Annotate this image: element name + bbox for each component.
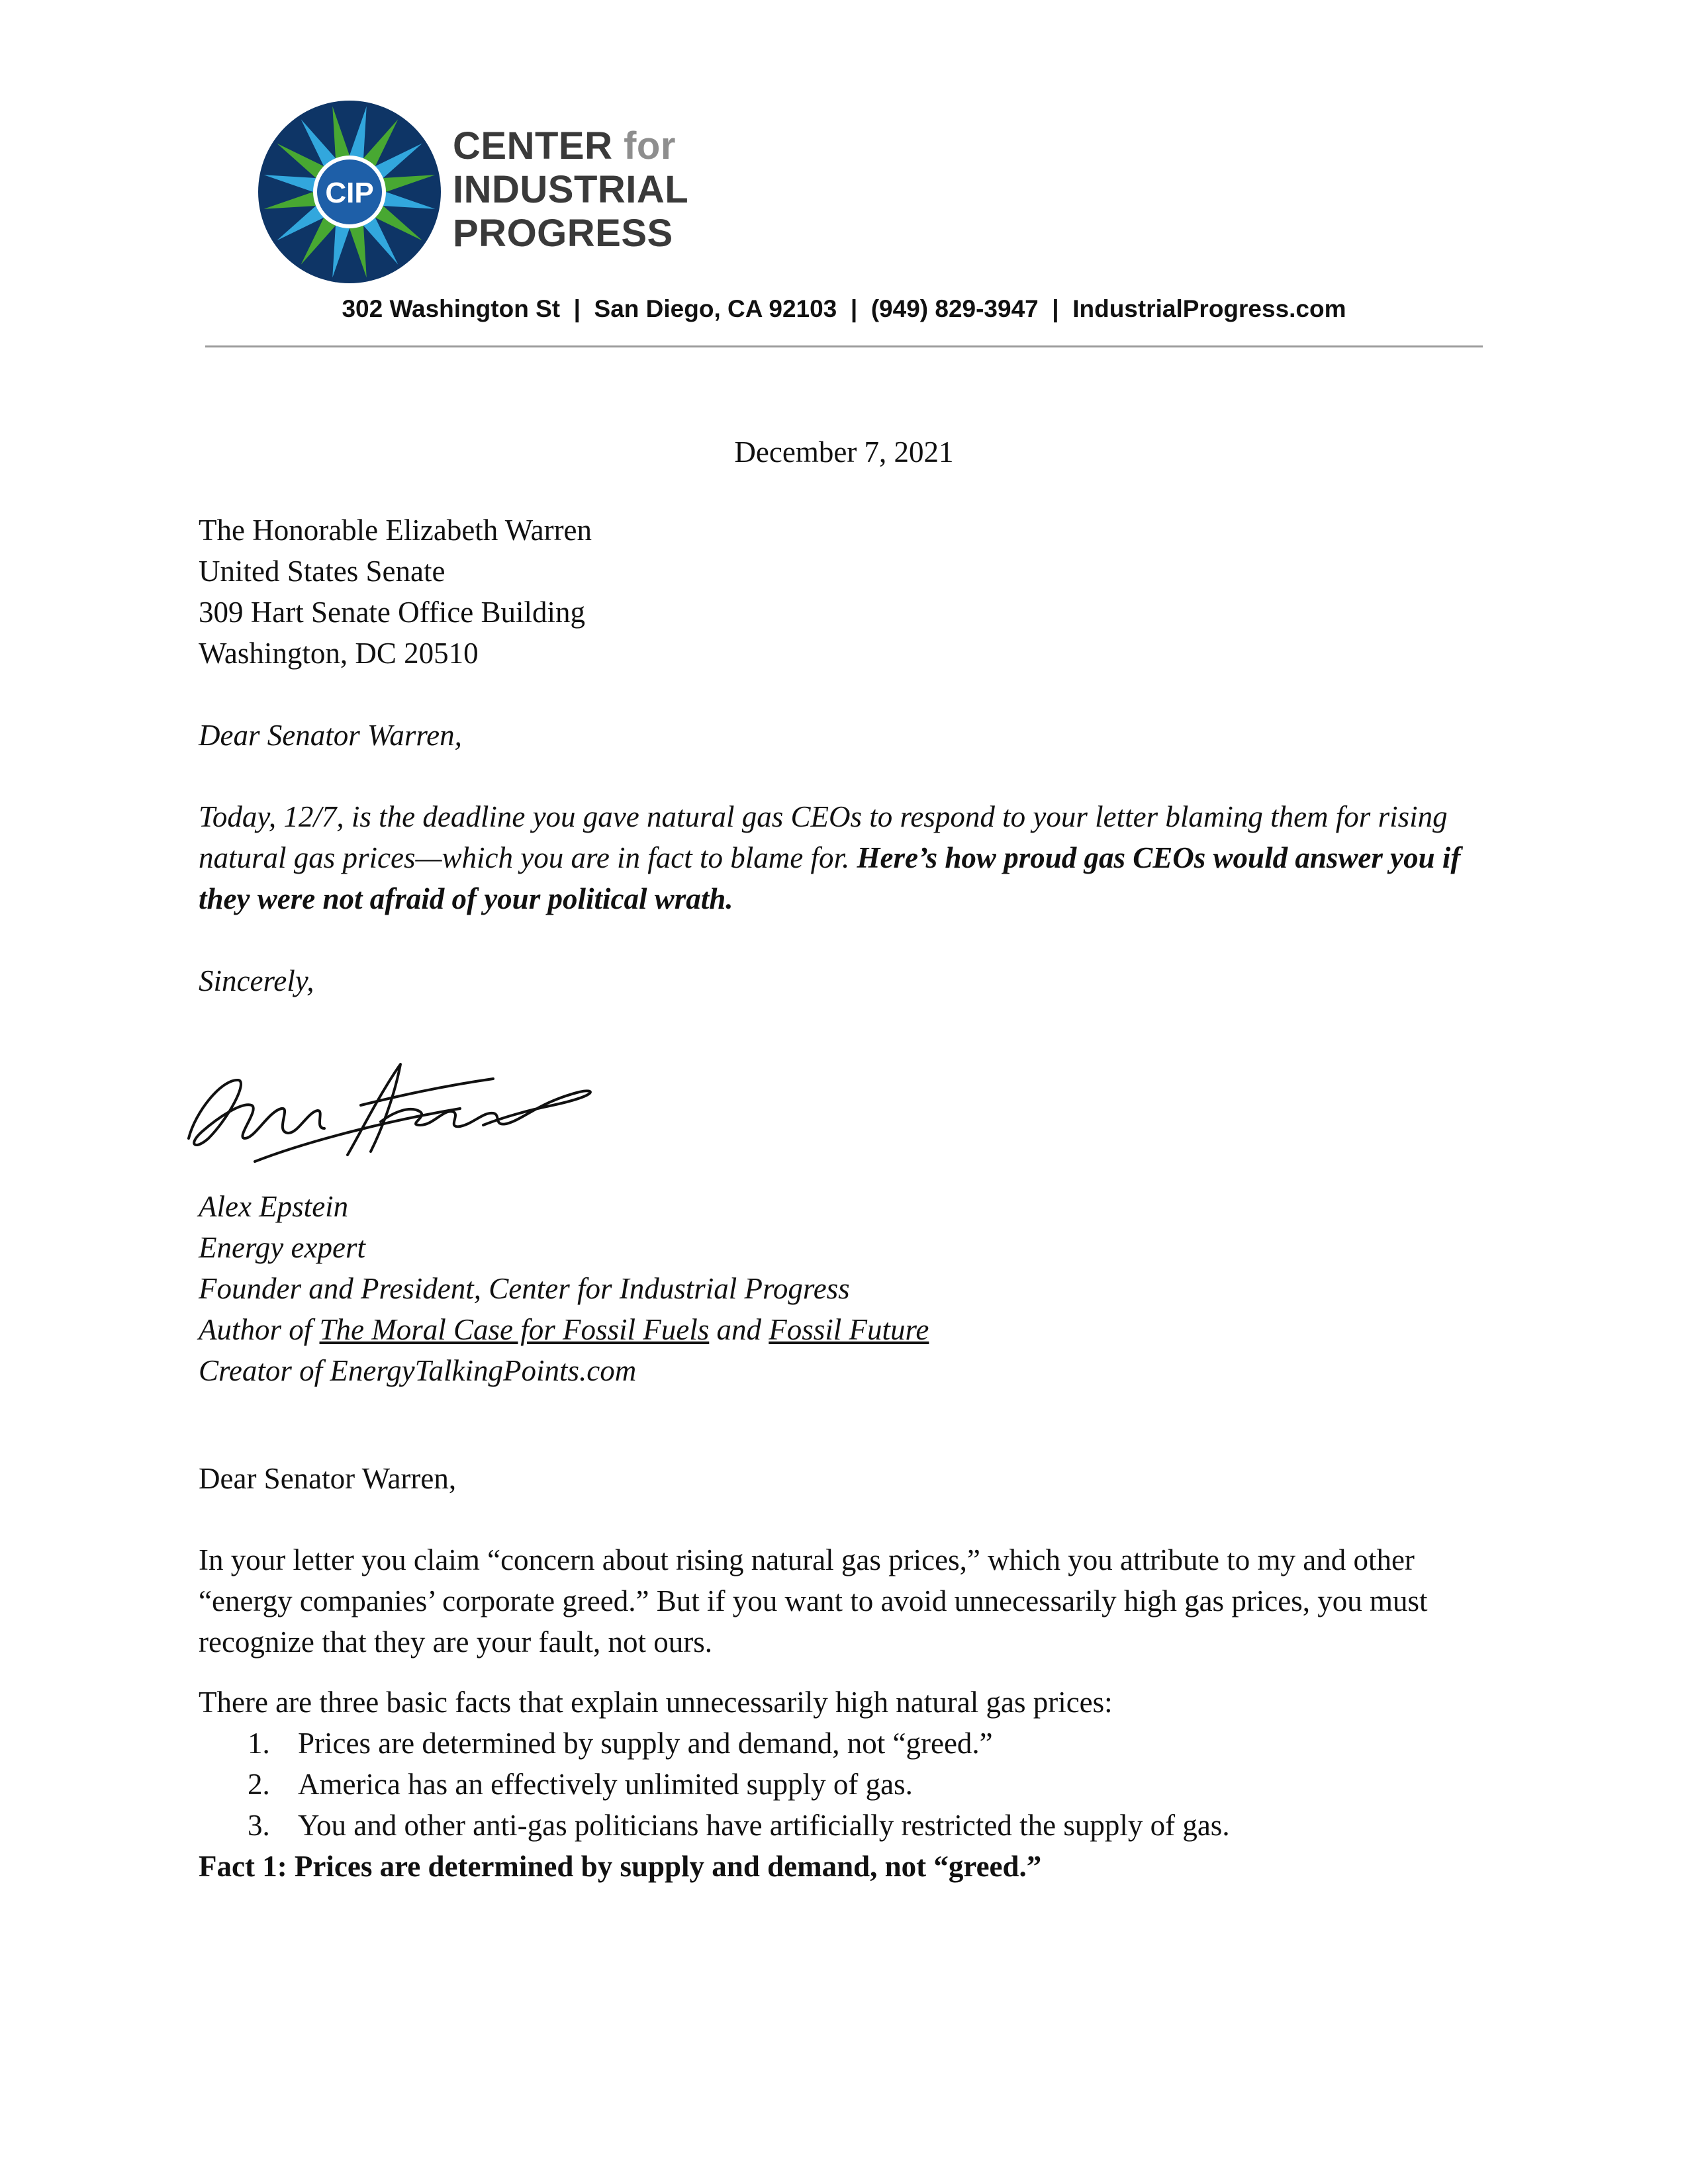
contact-line: 302 Washington St | San Diego, CA 92103 | (949) 829-3947 | IndustrialProgress.com (342, 295, 1346, 322)
list-text: You and other anti-gas politicians have artificially restricted the supply of gas. (298, 1809, 1230, 1842)
section-heading: Fact 1: Prices are determined by supply and demand, not “greed.” (199, 1850, 1042, 1883)
org-name-progress: PROGRESS (453, 212, 673, 255)
list-item (199, 1723, 1230, 1764)
cover-salutation: Dear Senator Warren, (199, 719, 462, 752)
address-line: United States Senate (199, 555, 445, 588)
list-number: 3. (248, 1809, 270, 1842)
cover-paragraph-italic: Today, 12/7, is the deadline you gave natural gas CEOs to respond to your letter blaming them for rising natural gas prices—which you are in fact to blame for. (199, 800, 1448, 874)
signer-creator: Creator of EnergyTalkingPoints.com (199, 1354, 637, 1387)
list-number: 1. (248, 1727, 270, 1760)
cover-paragraph-bold: Here’s how proud gas CEOs would answer you if they were not afraid of your political wrath. (199, 841, 1461, 915)
author-and: and (709, 1313, 769, 1346)
list-text: Prices are determined by supply and demand, not “greed.” (298, 1727, 993, 1760)
closing: Sincerely, (199, 964, 314, 997)
address-line: The Honorable Elizabeth Warren (199, 514, 592, 547)
cover-paragraph (199, 796, 1489, 919)
reply-paragraph: In your letter you claim “concern about rising natural gas prices,” which you attribute to my and other “energy companies’ corporate greed.” But if you want to avoid unnecessarily high gas prices, you must recognize that they are your fault, not ours. (199, 1543, 1428, 1659)
signer-title: Founder and President, Center for Industrial Progress (199, 1272, 850, 1305)
org-name (453, 124, 688, 255)
address-line: Washington, DC 20510 (199, 637, 479, 670)
list-item (199, 1805, 1230, 1846)
signer-name: Alex Epstein (199, 1190, 349, 1223)
facts-intro: There are three basic facts that explain unnecessarily high natural gas prices: (199, 1686, 1113, 1719)
book-link-fossil-future[interactable]: Fossil Future (769, 1313, 929, 1346)
list-number: 2. (248, 1768, 270, 1801)
list-item (199, 1764, 1230, 1805)
cip-logo-icon (257, 99, 442, 285)
org-name-for: for (624, 124, 676, 167)
logo-text: CIP (325, 177, 374, 209)
author-prefix: Author of (199, 1313, 320, 1346)
header-divider (205, 345, 1483, 347)
book-link-moral-case[interactable]: The Moral Case for Fossil Fuels (319, 1313, 710, 1346)
signer-title: Energy expert (199, 1231, 365, 1264)
address-line: 309 Hart Senate Office Building (199, 596, 586, 629)
org-name-center: CENTER (453, 124, 613, 167)
signature-image (182, 1039, 606, 1168)
list-text: America has an effectively unlimited supply of gas. (298, 1768, 913, 1801)
letter-date: December 7, 2021 (734, 435, 954, 469)
signer-author-line (199, 1309, 929, 1350)
facts-list (199, 1723, 1230, 1846)
reply-salutation: Dear Senator Warren, (199, 1462, 457, 1495)
org-name-industrial: INDUSTRIAL (453, 168, 689, 211)
